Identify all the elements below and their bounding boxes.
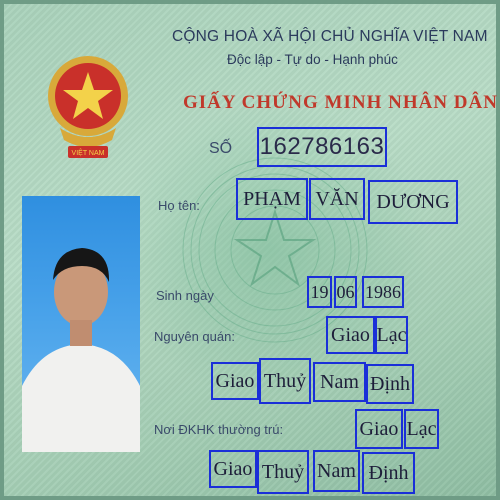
motto: Độc lập - Tự do - Hạnh phúc [227, 52, 398, 67]
residence-word-4: Thuỷ [257, 450, 309, 494]
residence-word-5: Nam [313, 450, 360, 492]
portrait-photo [22, 196, 140, 452]
origin-word-1: Giao [326, 316, 375, 354]
origin-label: Nguyên quán: [154, 329, 235, 344]
origin-word-2: Lạc [375, 316, 408, 354]
id-number: 162786163 [257, 127, 387, 167]
origin-word-5: Nam [313, 362, 366, 402]
card-title: GIẤY CHỨNG MINH NHÂN DÂN [183, 92, 498, 113]
dob-label: Sinh ngày [156, 288, 214, 303]
residence-word-3: Giao [209, 450, 257, 488]
country-header: CỘNG HOÀ XÃ HỘI CHỦ NGHĨA VIỆT NAM [172, 28, 488, 45]
name-label: Họ tên: [158, 198, 200, 213]
name-part-3: DƯƠNG [368, 180, 458, 224]
residence-word-1: Giao [355, 409, 403, 449]
origin-word-6: Định [366, 364, 414, 404]
name-part-2: VĂN [309, 178, 365, 220]
person-portrait-icon [22, 196, 140, 452]
residence-word-2: Lạc [404, 409, 439, 449]
national-emblem-icon [46, 50, 130, 176]
dob-day: 19 [307, 276, 332, 308]
emblem-text: VIỆT NAM [71, 150, 105, 157]
residence-label: Nơi ĐKHK thường trú: [154, 422, 284, 437]
origin-word-3: Giao [211, 362, 259, 400]
residence-word-6: Định [362, 452, 415, 494]
name-part-1: PHẠM [236, 178, 308, 220]
dob-month: 06 [334, 276, 357, 308]
id-label: SỐ [209, 140, 233, 157]
dob-year: 1986 [362, 276, 404, 308]
origin-word-4: Thuỷ [259, 358, 311, 404]
